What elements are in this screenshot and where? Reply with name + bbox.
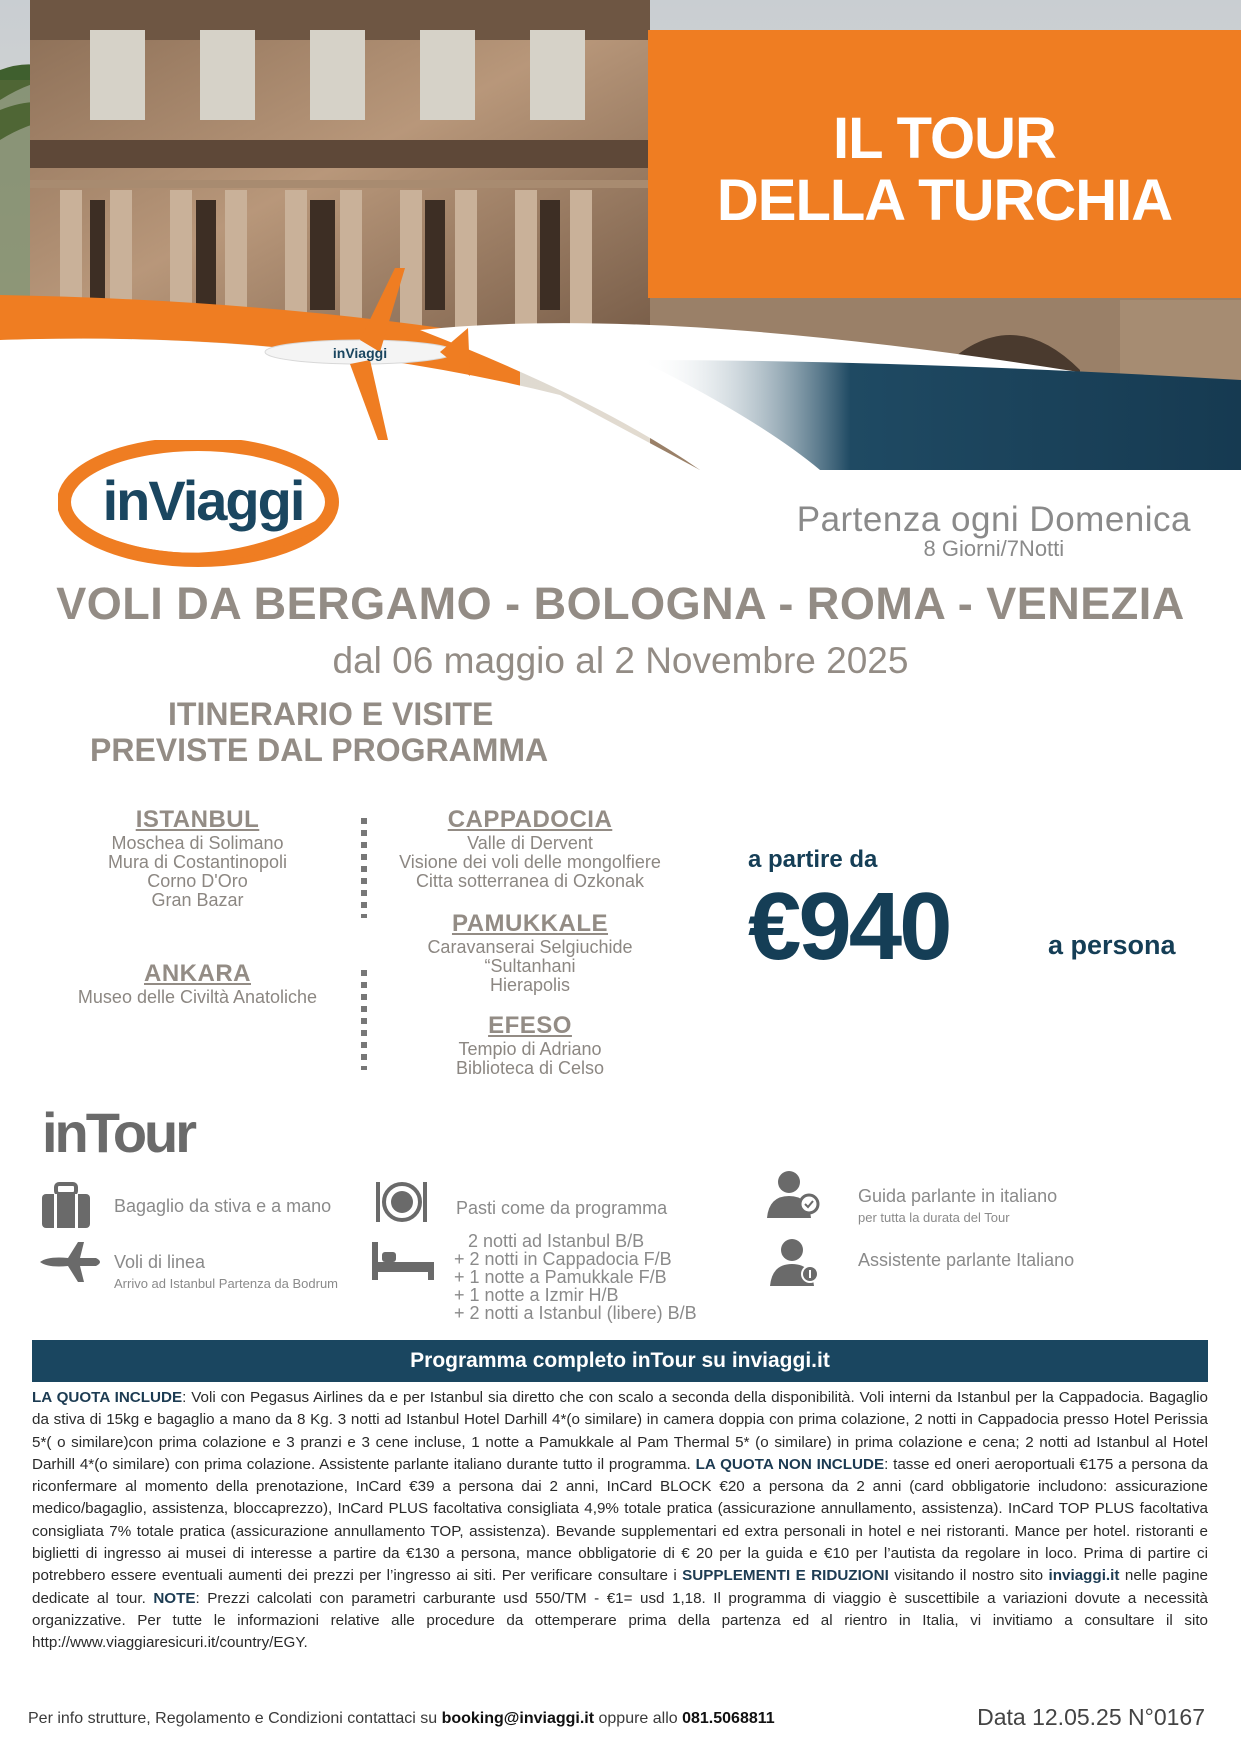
dates-range: dal 06 maggio al 2 Novembre 2025 bbox=[332, 640, 909, 681]
flights-heading: VOLI DA BERGAMO - BOLOGNA - ROMA - VENEZIA bbox=[56, 578, 1185, 629]
bed-icon bbox=[370, 1240, 436, 1282]
title-box bbox=[648, 30, 1241, 298]
price-amount: €940 bbox=[748, 873, 950, 980]
logo-text: inViaggi bbox=[102, 469, 304, 532]
inviaggi-logo bbox=[58, 440, 348, 575]
fine-print: LA QUOTA INCLUDE: Voli con Pegasus Airlines da e per Istanbul sia diretto che con scalo a seconda della disponibilità. Voli interni da Istanbul per la Cappadocia. Bagaglio da stiva di 15kg e bagaglio a mano da 8 Kg. 3 notti ad Istanbul Hotel Darhill 4*(o similare) in camera doppia con prima colazione, 2 notti in Cappadocia presso Hotel Perissia 5*( o similare)con prima colazione e 3 pranzi e 3 cene incluse, 1 notte a Pamukkale al Pam Thermal 5* (o similare) in prima colazione e cena; 2 notti ad Istanbul al Hotel Darhill 4*(o similare) con prima colazione. Assistente parlante italiano durante tutto il programma. LA QUOTA NON INCLUDE: tasse ed oneri aeroportuali €175 a persona da riconfermare al momento della prenotazione, InCard €39 a persona dai 2 anni, InCard BLOCK €20 a persona da 2 anni (card obbligatorie includono: assicurazione medico/bagaglio, assistenza, bloccaprezzo), InCard PLUS facoltativa consigliata 4,9% totale pratica (assicurazione annullamento, assistenza). InCard TOP PLUS facoltativa consigliata 7% totale pratica (assicurazione annullamento TOP, assistenza). Bevande supplementari ed extra personali in hotel e nei ristoranti. Mance per hotel. ristoranti e biglietti di ingresso ai musei di interesse a partire da €130 a persona, mance obbligatorie di € 20 per la guida e €10 per l’autista da regolare in loco. Prima di partire ci potrebbero essere eventuali aumenti dei prezzi per l’ingresso ai siti. Per verificare consultare i SUPPLEMENTI E RIDUZIONI visitando il nostro sito inviaggi.it nelle pagine dedicate al tour. NOTE: Prezzi calcolati con parametri carburante usd 550/TM - €1= usd 1,18. Il programma di viaggio è suscettibile a variazioni dovute a necessità organizzative. Per tutte le informazioni relative alle procedure da ottemperare prima della partenza ed al rientro in Italia, vi invitiamo a consultare il sito http://www.viaggiaresicuri.it/country/EGY. bbox=[32, 1389, 1209, 1652]
city-pamukkale: PAMUKKALE Caravanserai Selgiuchide “Sultanhani Hierapolis bbox=[427, 910, 633, 995]
trip-duration: 8 Giorni/7Notti bbox=[923, 536, 1065, 561]
feature-assistant: Assistente parlante Italiano bbox=[858, 1250, 1075, 1270]
footer-contact: Per info strutture, Regolamento e Condizioni contattaci su booking@inviaggi.it oppure allo 081.5068811 bbox=[28, 1710, 775, 1727]
price-from-label: a partire da bbox=[748, 846, 878, 873]
city-efeso: EFESO Tempio di Adriano Biblioteca di Celso bbox=[455, 1012, 605, 1078]
feature-baggage: Bagaglio da stiva e a mano bbox=[114, 1196, 332, 1216]
feature-flights: Voli di linea Arrivo ad Istanbul Partenza da Bodrum bbox=[114, 1252, 339, 1291]
suitcase-icon bbox=[40, 1182, 92, 1230]
guide-icon bbox=[765, 1168, 821, 1220]
assistant-icon bbox=[768, 1236, 824, 1288]
itinerary-heading: ITINERARIO E VISITE PREVISTE DAL PROGRAMMA bbox=[90, 696, 549, 768]
banner-site-link[interactable]: inviaggi.it bbox=[731, 1349, 830, 1372]
price-per-label: a persona bbox=[1048, 930, 1176, 960]
email-link[interactable]: booking@inviaggi.it bbox=[441, 1710, 595, 1727]
document-date: Data 12.05.25 N°0167 bbox=[977, 1704, 1205, 1730]
intour-logo: inTour bbox=[42, 1101, 195, 1164]
airplane-icon bbox=[38, 1240, 104, 1284]
city-istanbul: ISTANBUL Moschea di Solimano Mura di Costantinopoli Corno D'Oro Gran Bazar bbox=[107, 806, 288, 910]
departure-day: Partenza ogni Domenica bbox=[796, 500, 1191, 539]
feature-meals: Pasti come da programma bbox=[456, 1198, 668, 1218]
city-cappadocia: CAPPADOCIA Valle di Dervent Visione dei voli delle mongolfiere Citta sotterranea di Ozkonak bbox=[399, 806, 661, 891]
departure-info bbox=[797, 500, 1191, 562]
program-banner: Programma completo inTour su inviaggi.it bbox=[32, 1340, 1208, 1382]
meal-icon bbox=[372, 1178, 428, 1226]
dotted-divider bbox=[361, 970, 367, 1070]
title-line2: DELLA TURCHIA bbox=[716, 168, 1173, 233]
phone-number[interactable]: 081.5068811 bbox=[682, 1710, 775, 1727]
title-line1: IL TOUR bbox=[833, 106, 1056, 171]
plane-livery: inViaggi bbox=[332, 345, 388, 361]
feature-nights: 2 notti ad Istanbul B/B + 2 notti in Cappadocia F/B + 1 notte a Pamukkale F/B + 1 notte a Izmir H/B + 2 notti a Istanbul (libere) B/B bbox=[454, 1231, 697, 1323]
dotted-divider bbox=[361, 818, 367, 918]
city-ankara: ANKARA Museo delle Civiltà Anatoliche bbox=[77, 960, 318, 1007]
feature-guide: Guida parlante in italiano per tutta la durata del Tour bbox=[858, 1186, 1058, 1225]
fine-print-site-link[interactable]: inviaggi.it bbox=[1048, 1567, 1120, 1585]
